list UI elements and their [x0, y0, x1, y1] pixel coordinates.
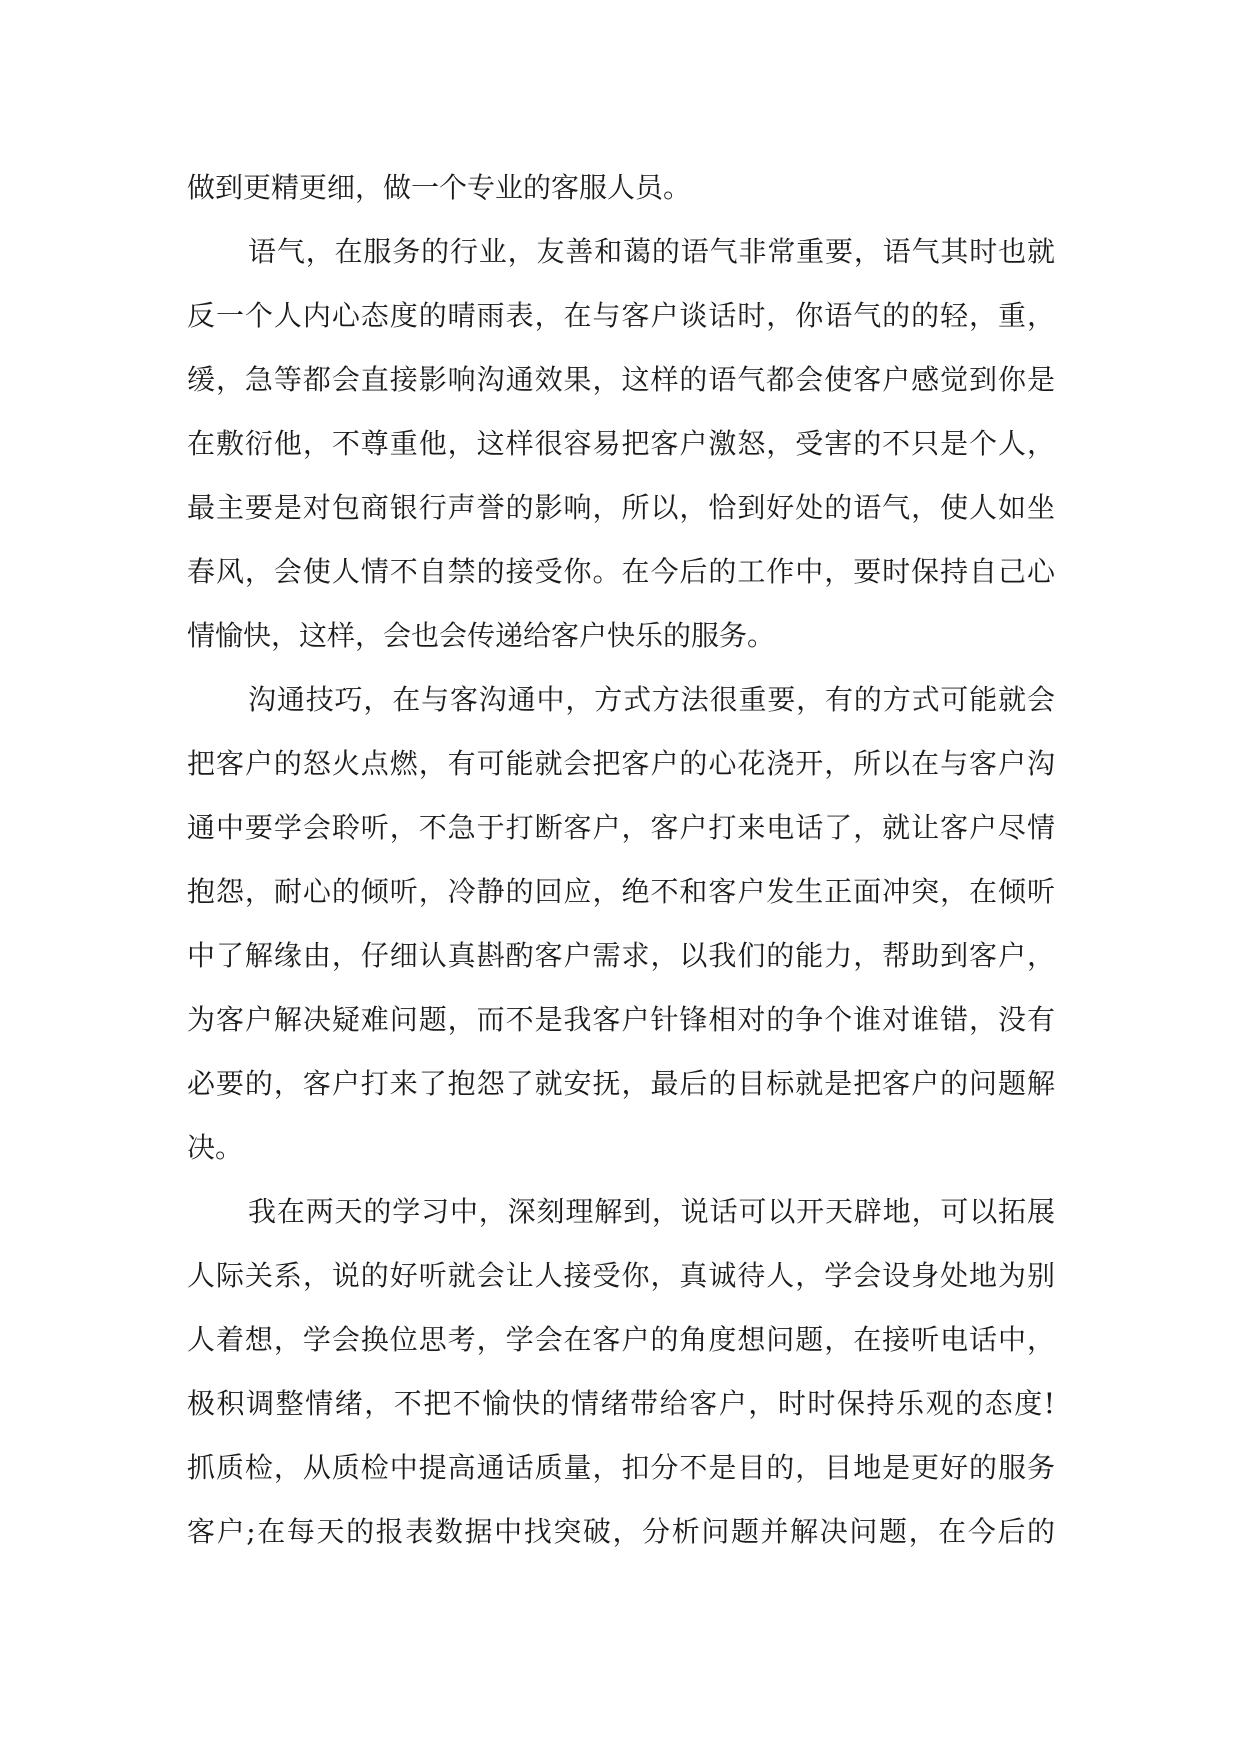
text-line: 我在两天的学习中，深刻理解到，说话可以开天辟地，可以拓展 [248, 1195, 1055, 1228]
paragraph [187, 220, 1055, 668]
document-body [187, 156, 1055, 1564]
text-line: 客户;在每天的报表数据中找突破，分析问题并解决问题，在今后的 [187, 1515, 1055, 1548]
text-line: 语气，在服务的行业，友善和蔼的语气非常重要，语气其时也就 [248, 235, 1055, 268]
text-line: 抓质检，从质检中提高通话质量，扣分不是目的，目地是更好的服务 [187, 1451, 1055, 1484]
text-line: 为客户解决疑难问题，而不是我客户针锋相对的争个谁对谁错，没有 [187, 1003, 1055, 1036]
text-line: 中了解缘由，仔细认真斟酌客户需求，以我们的能力，帮助到客户， [187, 939, 1055, 972]
text-line: 通中要学会聆听，不急于打断客户，客户打来电话了，就让客户尽情 [187, 811, 1055, 844]
text-line: 极积调整情绪，不把不愉快的情绪带给客户，时时保持乐观的态度! [187, 1387, 1055, 1420]
text-line: 最主要是对包商银行声誉的影响，所以，恰到好处的语气，使人如坐 [187, 491, 1055, 524]
text-line: 必要的，客户打来了抱怨了就安抚，最后的目标就是把客户的问题解 [187, 1067, 1055, 1100]
text-line: 人着想，学会换位思考，学会在客户的角度想问题，在接听电话中， [187, 1323, 1055, 1356]
text-line: 情愉快，这样，会也会传递给客户快乐的服务。 [187, 619, 776, 652]
text-line: 人际关系，说的好听就会让人接受你，真诚待人，学会设身处地为别 [187, 1259, 1055, 1292]
text-line: 做到更精更细，做一个专业的客服人员。 [187, 171, 692, 204]
text-line: 缓，急等都会直接影响沟通效果，这样的语气都会使客户感觉到你是 [187, 363, 1055, 396]
text-line: 反一个人内心态度的晴雨表，在与客户谈话时，你语气的的轻，重， [187, 299, 1055, 332]
text-line: 沟通技巧，在与客沟通中，方式方法很重要，有的方式可能就会 [248, 683, 1055, 716]
text-line: 抱怨，耐心的倾听，冷静的回应，绝不和客户发生正面冲突，在倾听 [187, 875, 1055, 908]
paragraph [187, 668, 1055, 1180]
text-line: 决。 [187, 1131, 244, 1164]
text-line: 在敷衍他，不尊重他，这样很容易把客户激怒，受害的不只是个人， [187, 427, 1055, 460]
text-line: 春风，会使人情不自禁的接受你。在今后的工作中，要时保持自己心 [187, 555, 1055, 588]
paragraph [187, 1180, 1055, 1564]
paragraph [187, 156, 1055, 220]
text-line: 把客户的怒火点燃，有可能就会把客户的心花浇开，所以在与客户沟 [187, 747, 1055, 780]
